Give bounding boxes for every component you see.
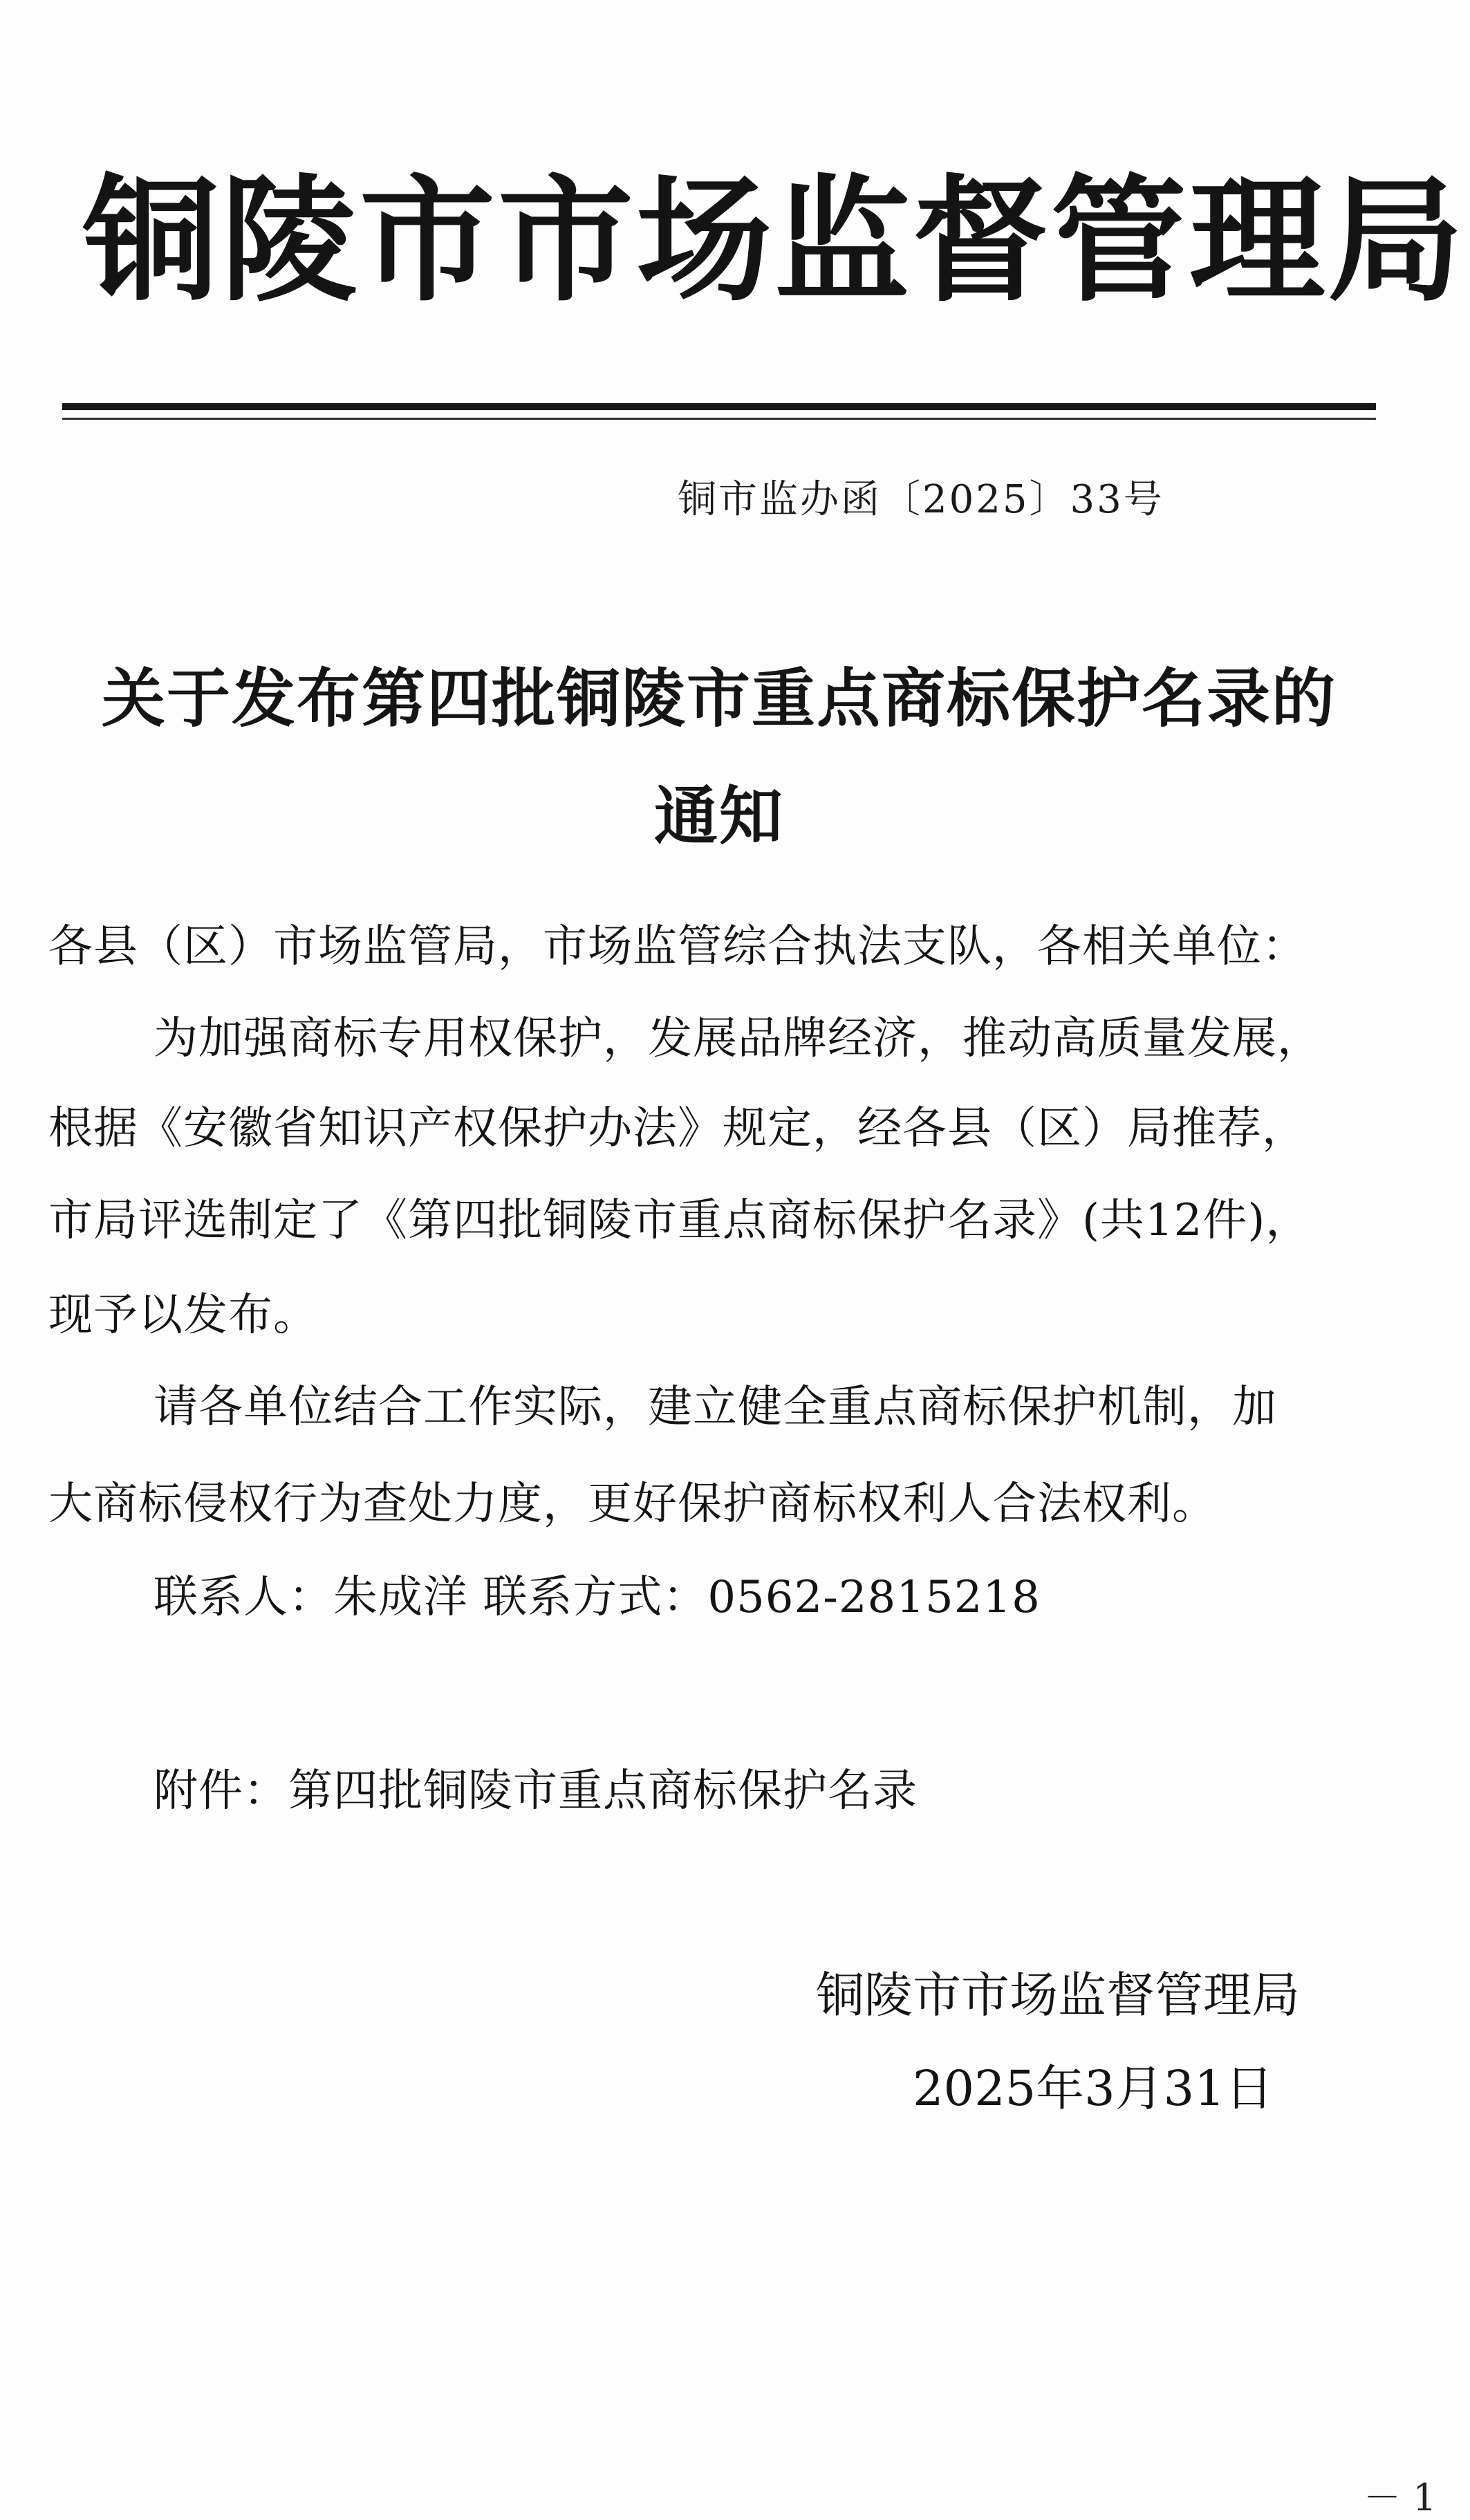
page-number: － 1 xyxy=(1364,2476,1437,2519)
paragraph-1-line-1: 为加强商标专用权保护，发展品牌经济，推动高质量发展， xyxy=(153,1013,1322,1064)
document-number: 铜市监办函〔2025〕33号 xyxy=(678,477,1164,522)
header-red-rule xyxy=(62,403,1376,410)
agency-header-title: 铜陵市市场监督管理局 xyxy=(83,161,1467,320)
document-title-line-2: 通知 xyxy=(653,779,784,853)
paragraph-1-line-4: 现予以发布。 xyxy=(48,1290,318,1341)
paragraph-1-line-2: 根据《安徽省知识产权保护办法》规定，经各县（区）局推荐， xyxy=(48,1103,1307,1154)
paragraph-2-line-2: 大商标侵权行为查处力度，更好保护商标权利人合法权利。 xyxy=(48,1479,1217,1530)
paragraph-1-line-3: 市局评选制定了《第四批铜陵市重点商标保护名录》(共12件)， xyxy=(48,1195,1311,1246)
attachment-line: 附件：第四批铜陵市重点商标保护名录 xyxy=(153,1766,918,1817)
contact-info: 联系人：朱成洋 联系方式：0562-2815218 xyxy=(153,1572,1041,1623)
document-title xyxy=(62,640,1376,875)
header-thin-rule xyxy=(62,418,1376,420)
issuer-signature: 铜陵市市场监督管理局 xyxy=(816,1967,1300,2023)
document-title-line-1: 关于发布第四批铜陵市重点商标保护名录的 xyxy=(101,661,1337,736)
paragraph-2-line-1: 请各单位结合工作实际，建立健全重点商标保护机制，加 xyxy=(153,1382,1277,1433)
issue-date: 2025年3月31日 xyxy=(913,2060,1274,2117)
addressee: 各县（区）市场监管局，市场监管综合执法支队，各相关单位： xyxy=(48,921,1307,972)
